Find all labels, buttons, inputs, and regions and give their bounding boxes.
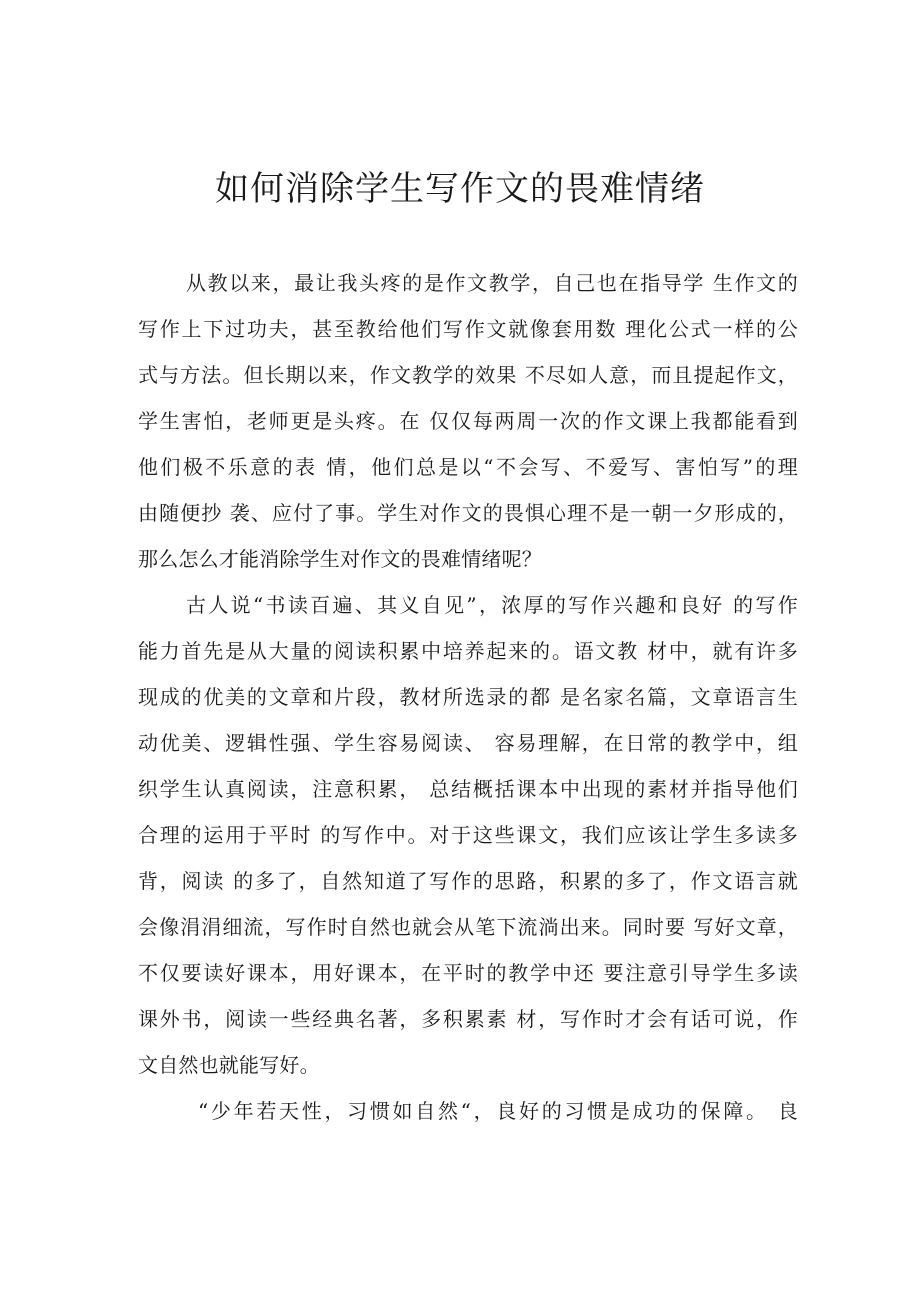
text-line: 能力首先是从大量的阅读积累中培养起来的。语文教 材中，就有许多 [138, 639, 798, 663]
text-line: 古人说“书读百遍、其义自见”，浓厚的写作兴趣和良好 的写作 [186, 593, 798, 617]
text-line: “少年若天性，习惯如自然“，良好的习惯是成功的保障。 良 [198, 1099, 798, 1123]
text-line: 写作上下过功夫，甚至教给他们写作文就像套用数 理化公式一样的公 [138, 317, 798, 341]
paragraph [138, 1088, 798, 1134]
text-line: 他们极不乐意的表 情，他们总是以“不会写、不爱写、害怕写”的理 [138, 455, 798, 479]
text-line: 会像涓涓细流，写作时自然也就会从笔下流淌出来。同时要 写好文章， [138, 915, 798, 939]
text-line: 式与方法。但长期以来，作文教学的效果 不尽如人意，而且提起作文， [138, 363, 798, 387]
text-line: 文自然也就能写好。 [138, 1053, 320, 1077]
text-line: 织学生认真阅读，注意积累， 总结概括课本中出现的素材并指导他们 [138, 777, 798, 801]
text-line: 背，阅读 的多了，自然知道了写作的思路，积累的多了，作文语言就 [138, 869, 798, 893]
text-line: 合理的运用于平时 的写作中。对于这些课文，我们应该让学生多读多 [138, 823, 798, 847]
text-line: 课外书，阅读一些经典名著，多积累素 材，写作时才会有话可说，作 [138, 1007, 798, 1031]
paragraph [138, 582, 798, 1088]
text-line: 从教以来，最让我头疼的是作文教学，自己也在指导学 生作文的 [186, 271, 798, 295]
text-line: 由随便抄 袭、应付了事。学生对作文的畏惧心理不是一朝一夕形成的， [138, 501, 798, 525]
document-body [138, 260, 798, 1134]
text-line: 学生害怕，老师更是头疼。在 仅仅每两周一次的作文课上我都能看到 [138, 409, 798, 433]
text-line: 不仅要读好课本，用好课本，在平时的教学中还 要注意引导学生多读 [138, 961, 798, 985]
text-line: 动优美、逻辑性强、学生容易阅读、 容易理解，在日常的教学中，组 [138, 731, 798, 755]
text-line: 那么怎么才能消除学生对作文的畏难情绪呢？ [138, 547, 542, 571]
paragraph [138, 260, 798, 582]
text-line: 现成的优美的文章和片段，教材所选录的都 是名家名篇，文章语言生 [138, 685, 798, 709]
document-title: 如何消除学生写作文的畏难情绪 [215, 169, 705, 209]
